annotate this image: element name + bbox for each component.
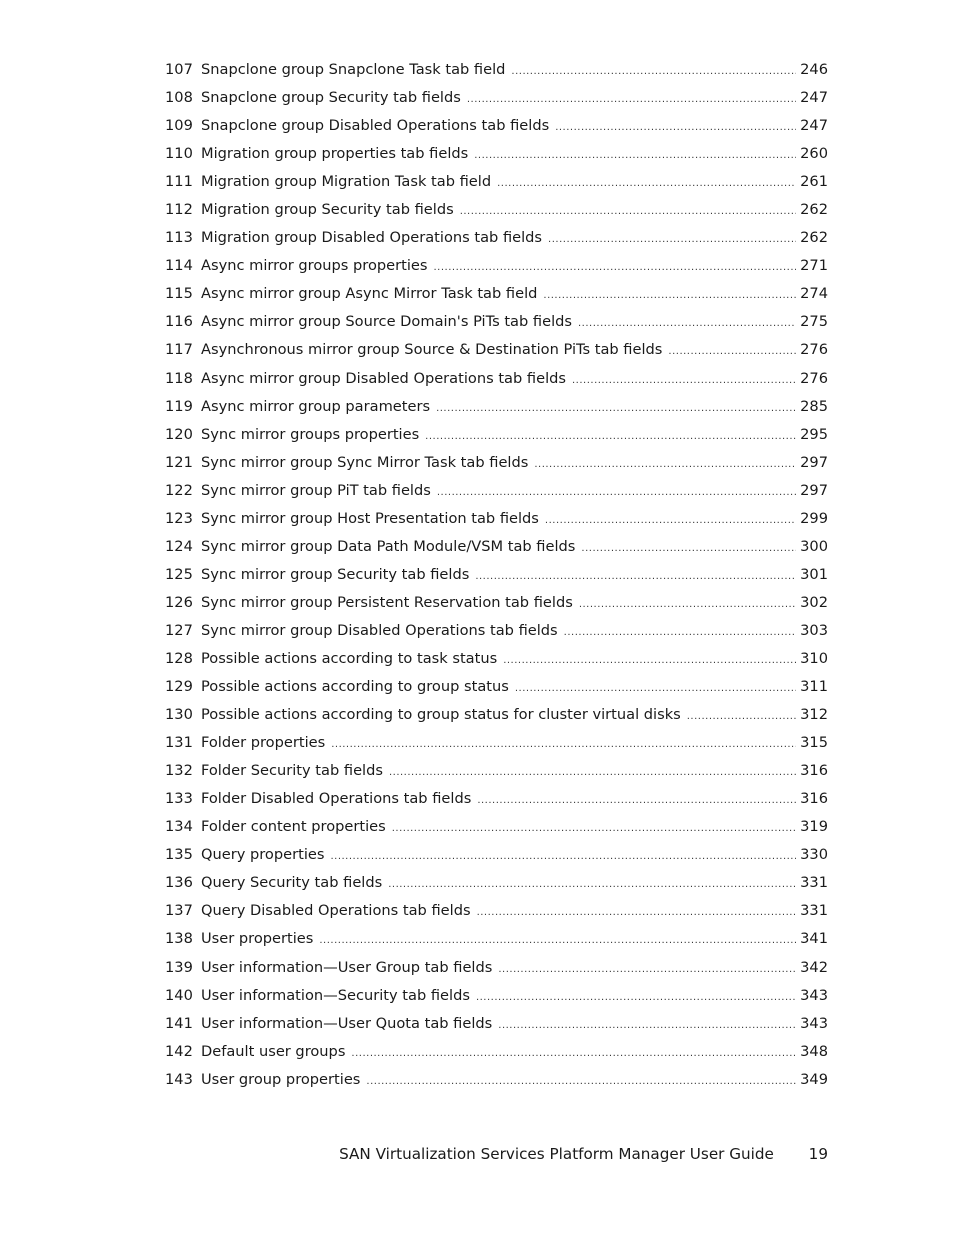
dot-leader xyxy=(434,254,797,282)
entry-number: 119 xyxy=(165,397,193,415)
toc-entry[interactable] xyxy=(165,421,828,449)
dot-leader xyxy=(564,619,796,647)
entry-title[interactable]: Async mirror group Disabled Operations tab fields xyxy=(201,369,566,387)
toc-entry[interactable] xyxy=(165,1066,828,1094)
toc-entry[interactable] xyxy=(165,365,828,393)
entry-page-number[interactable]: 311 xyxy=(800,678,828,696)
dot-leader xyxy=(498,1012,796,1040)
dot-leader xyxy=(330,843,796,871)
entry-number: 112 xyxy=(165,201,193,219)
entry-number: 114 xyxy=(165,257,193,275)
toc-entry[interactable] xyxy=(165,196,828,224)
entry-page-number[interactable]: 342 xyxy=(800,958,828,976)
dot-leader xyxy=(436,395,796,423)
entry-page-number[interactable]: 303 xyxy=(800,621,828,639)
entry-page-number[interactable]: 310 xyxy=(800,649,828,667)
entry-page-number[interactable]: 247 xyxy=(800,117,828,135)
dot-leader xyxy=(476,984,796,1012)
entry-title[interactable]: Asynchronous mirror group Source & Destination PiTs tab fields xyxy=(201,341,663,359)
entry-number: 107 xyxy=(165,61,193,78)
entry-title[interactable]: Sync mirror group Host Presentation tab fields xyxy=(201,509,539,527)
entry-page-number[interactable]: 302 xyxy=(800,593,828,611)
entry-number: 139 xyxy=(165,958,193,976)
entry-title[interactable]: Possible actions according to group status for cluster virtual disks xyxy=(201,706,681,724)
entry-page-number[interactable]: 276 xyxy=(800,341,828,359)
entry-page-number[interactable]: 285 xyxy=(800,397,828,415)
entry-number: 141 xyxy=(165,1014,193,1032)
toc-entry[interactable] xyxy=(165,56,828,84)
dot-leader xyxy=(572,367,796,395)
toc-entry[interactable] xyxy=(165,897,828,925)
entry-title[interactable]: Folder Disabled Operations tab fields xyxy=(201,790,472,808)
entry-number: 117 xyxy=(165,341,193,359)
dot-leader xyxy=(579,591,796,619)
toc-entry[interactable] xyxy=(165,112,828,140)
toc-entry[interactable] xyxy=(165,308,828,336)
entry-number: 128 xyxy=(165,649,193,667)
dot-leader xyxy=(668,338,796,366)
toc-entry[interactable] xyxy=(165,785,828,813)
entry-title[interactable]: Migration group Disabled Operations tab fields xyxy=(201,229,543,247)
entry-number: 136 xyxy=(165,874,193,892)
entry-title[interactable]: User information—User Quota tab fields xyxy=(201,1014,493,1032)
entry-title[interactable]: Async mirror group Async Mirror Task tab field xyxy=(201,285,538,303)
entry-title[interactable]: Default user groups xyxy=(201,1042,346,1060)
entry-number: 130 xyxy=(165,706,193,724)
dot-leader xyxy=(477,899,797,927)
entry-title[interactable]: User properties xyxy=(201,930,314,948)
toc-entry[interactable] xyxy=(165,617,828,645)
entry-title[interactable]: Snapclone group Disabled Operations tab fields xyxy=(201,117,550,135)
toc-entry[interactable] xyxy=(165,505,828,533)
entry-number: 133 xyxy=(165,790,193,808)
entry-title[interactable]: Sync mirror group Sync Mirror Task tab fields xyxy=(201,453,529,471)
entry-page-number[interactable]: 276 xyxy=(800,369,828,387)
toc-entry[interactable] xyxy=(165,393,828,421)
dot-leader xyxy=(467,86,796,114)
entry-number: 140 xyxy=(165,986,193,1004)
entry-title[interactable]: Query Security tab fields xyxy=(201,874,383,892)
footer-page-number: 19 xyxy=(808,1145,828,1163)
entry-page-number[interactable]: 312 xyxy=(800,706,828,724)
entry-number: 134 xyxy=(165,818,193,836)
entry-title[interactable]: Snapclone group Snapclone Task tab field xyxy=(201,61,506,78)
toc-entry[interactable] xyxy=(165,252,828,280)
entry-page-number[interactable]: 260 xyxy=(800,145,828,163)
entry-page-number[interactable]: 274 xyxy=(800,285,828,303)
toc-entry[interactable] xyxy=(165,841,828,869)
entry-page-number[interactable]: 315 xyxy=(800,734,828,752)
dot-leader xyxy=(389,759,796,787)
toc-entry[interactable] xyxy=(165,954,828,982)
entry-title[interactable]: Migration group Security tab fields xyxy=(201,201,454,219)
entry-title[interactable]: Sync mirror group Security tab fields xyxy=(201,565,470,583)
dot-leader xyxy=(581,535,796,563)
entry-title[interactable]: Query properties xyxy=(201,846,325,864)
toc-entry[interactable] xyxy=(165,533,828,561)
toc-entry[interactable] xyxy=(165,449,828,477)
page-footer xyxy=(0,1142,828,1166)
dot-leader xyxy=(437,479,796,507)
entry-title[interactable]: Possible actions according to task status xyxy=(201,649,498,667)
toc-entry[interactable] xyxy=(165,561,828,589)
entry-page-number[interactable]: 301 xyxy=(800,565,828,583)
entry-number: 137 xyxy=(165,902,193,920)
dot-leader xyxy=(545,507,796,535)
entry-number: 132 xyxy=(165,762,193,780)
dot-leader xyxy=(687,703,796,731)
dot-leader xyxy=(319,927,796,955)
entry-page-number[interactable]: 247 xyxy=(800,89,828,107)
entry-number: 122 xyxy=(165,481,193,499)
entry-number: 109 xyxy=(165,117,193,135)
toc-entry[interactable] xyxy=(165,477,828,505)
entry-title[interactable]: Async mirror group Source Domain's PiTs tab fields xyxy=(201,313,572,331)
entry-number: 143 xyxy=(165,1070,193,1088)
toc-entry[interactable] xyxy=(165,1038,828,1066)
dot-leader xyxy=(331,731,796,759)
entry-page-number[interactable]: 331 xyxy=(800,874,828,892)
entry-title[interactable]: Folder content properties xyxy=(201,818,386,836)
entry-page-number[interactable]: 319 xyxy=(800,818,828,836)
dot-leader xyxy=(497,170,796,198)
entry-number: 138 xyxy=(165,930,193,948)
entry-page-number[interactable]: 275 xyxy=(800,313,828,331)
entry-number: 131 xyxy=(165,734,193,752)
entry-title[interactable]: Sync mirror groups properties xyxy=(201,425,420,443)
entry-page-number[interactable]: 299 xyxy=(800,509,828,527)
entry-title[interactable]: Sync mirror group Data Path Module/VSM tab fields xyxy=(201,537,576,555)
entry-title[interactable]: User information—Security tab fields xyxy=(201,986,470,1004)
entry-page-number[interactable]: 341 xyxy=(800,930,828,948)
toc-entry[interactable] xyxy=(165,336,828,364)
dot-leader xyxy=(392,815,796,843)
toc-entry[interactable] xyxy=(165,1010,828,1038)
entry-page-number[interactable]: 246 xyxy=(800,61,828,78)
dot-leader xyxy=(555,114,796,142)
toc-entry[interactable] xyxy=(165,813,828,841)
entry-page-number[interactable]: 300 xyxy=(800,537,828,555)
toc-entry[interactable] xyxy=(165,701,828,729)
dot-leader xyxy=(388,871,796,899)
dot-leader xyxy=(503,647,796,675)
dot-leader xyxy=(351,1040,796,1068)
entry-page-number[interactable]: 271 xyxy=(800,257,828,275)
entry-number: 142 xyxy=(165,1042,193,1060)
entry-title[interactable]: User group properties xyxy=(201,1070,361,1088)
dot-leader xyxy=(477,787,796,815)
entry-page-number[interactable]: 297 xyxy=(800,481,828,499)
entry-title[interactable]: Migration group Migration Task tab field xyxy=(201,173,492,191)
entry-title[interactable]: Snapclone group Security tab fields xyxy=(201,89,461,107)
entry-number: 124 xyxy=(165,537,193,555)
entry-page-number[interactable]: 343 xyxy=(800,1014,828,1032)
toc-entry[interactable] xyxy=(165,84,828,112)
entry-page-number[interactable]: 261 xyxy=(800,173,828,191)
toc-entry[interactable] xyxy=(165,140,828,168)
entry-page-number[interactable]: 262 xyxy=(800,229,828,247)
entry-page-number[interactable]: 349 xyxy=(800,1070,828,1088)
dot-leader xyxy=(534,451,796,479)
toc-entry[interactable] xyxy=(165,757,828,785)
toc-entry[interactable] xyxy=(165,729,828,757)
entry-number: 127 xyxy=(165,621,193,639)
entry-number: 126 xyxy=(165,593,193,611)
dot-leader xyxy=(366,1068,796,1096)
entry-title[interactable]: Sync mirror group PiT tab fields xyxy=(201,481,431,499)
entry-page-number[interactable]: 316 xyxy=(800,790,828,808)
toc-entry[interactable] xyxy=(165,645,828,673)
entry-number: 113 xyxy=(165,229,193,247)
dot-leader xyxy=(475,563,796,591)
entry-title[interactable]: Folder Security tab fields xyxy=(201,762,383,780)
entry-title[interactable]: Sync mirror group Disabled Operations tab fields xyxy=(201,621,558,639)
entry-page-number[interactable]: 295 xyxy=(800,425,828,443)
entry-page-number[interactable]: 262 xyxy=(800,201,828,219)
toc-entry[interactable] xyxy=(165,280,828,308)
entry-title[interactable]: Migration group properties tab fields xyxy=(201,145,469,163)
entry-title[interactable]: User information—User Group tab fields xyxy=(201,958,493,976)
entry-number: 121 xyxy=(165,453,193,471)
dot-leader xyxy=(498,956,796,984)
toc-entry[interactable] xyxy=(165,869,828,897)
entry-number: 115 xyxy=(165,285,193,303)
entry-number: 125 xyxy=(165,565,193,583)
list-of-tables xyxy=(165,56,828,1094)
entry-number: 118 xyxy=(165,369,193,387)
entry-page-number[interactable]: 297 xyxy=(800,453,828,471)
entry-title[interactable]: Async mirror groups properties xyxy=(201,257,428,275)
dot-leader xyxy=(460,198,796,226)
entry-title[interactable]: Folder properties xyxy=(201,734,326,752)
entry-number: 111 xyxy=(165,173,193,191)
entry-number: 123 xyxy=(165,509,193,527)
entry-page-number[interactable]: 348 xyxy=(800,1042,828,1060)
dot-leader xyxy=(425,423,796,451)
toc-entry[interactable] xyxy=(165,168,828,196)
toc-entry[interactable] xyxy=(165,982,828,1010)
toc-entry[interactable] xyxy=(165,589,828,617)
entry-number: 120 xyxy=(165,425,193,443)
entry-title[interactable]: Query Disabled Operations tab fields xyxy=(201,902,471,920)
entry-number: 110 xyxy=(165,145,193,163)
dot-leader xyxy=(548,226,796,254)
entry-title[interactable]: Sync mirror group Persistent Reservation tab fields xyxy=(201,593,573,611)
dot-leader xyxy=(515,675,796,703)
dot-leader xyxy=(474,142,796,170)
entry-title[interactable]: Possible actions according to group status xyxy=(201,678,509,696)
entry-title[interactable]: Async mirror group parameters xyxy=(201,397,431,415)
toc-entry[interactable] xyxy=(165,673,828,701)
entry-page-number[interactable]: 331 xyxy=(800,902,828,920)
entry-number: 116 xyxy=(165,313,193,331)
dot-leader xyxy=(578,310,796,338)
dot-leader xyxy=(511,58,796,86)
entry-number: 108 xyxy=(165,89,193,107)
dot-leader xyxy=(543,282,796,310)
toc-entry[interactable] xyxy=(165,925,828,953)
entry-page-number[interactable]: 316 xyxy=(800,762,828,780)
entry-page-number[interactable]: 343 xyxy=(800,986,828,1004)
entry-number: 129 xyxy=(165,678,193,696)
entry-page-number[interactable]: 330 xyxy=(800,846,828,864)
footer-document-title: SAN Virtualization Services Platform Manager User Guide xyxy=(339,1145,774,1163)
toc-entry[interactable] xyxy=(165,224,828,252)
entry-number: 135 xyxy=(165,846,193,864)
